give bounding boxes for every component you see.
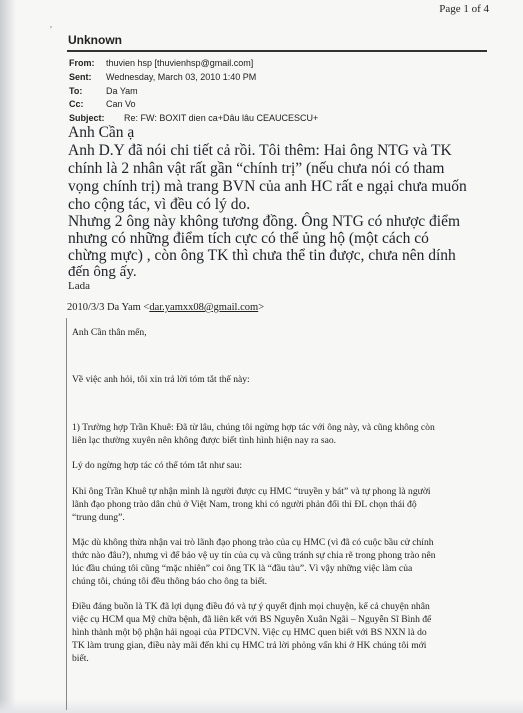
quote-header-prefix: 2010/3/3 Da Yam < (67, 302, 150, 313)
quote-header-suffix: > (258, 302, 265, 313)
cc-label: Cc: (69, 99, 84, 109)
scan-bottom-shadow (0, 699, 523, 713)
subject-value: Re: FW: BOXIT dien ca+Dâu lâu CEAUCESCU+ (124, 113, 319, 123)
body-line: chính là 2 nhân vật rất gần “chính trị” (nếu chưa nói có tham (68, 160, 445, 177)
body-line: Anh Cần ạ (68, 124, 135, 141)
to-label: To: (69, 86, 83, 96)
scan-edge-shadow (0, 0, 16, 713)
quoted-line: lúc đầu chúng tôi cũng “mặc nhiên” coi ông TK là “đầu tàu”. Vì vậy những việc làm của (72, 563, 413, 574)
cc-value: Can Vo (106, 99, 136, 109)
sent-label: Sent: (69, 72, 92, 82)
body-line: nhưng có những điểm tích cực có thể ủng hộ (một cách có (68, 230, 429, 247)
body-line: cho cộng tác, vì đều có lý do. (68, 196, 251, 213)
quoted-line: Lý do ngừng hợp tác có thể tóm tắt như sau: (72, 460, 243, 471)
quote-header (67, 302, 264, 313)
quoted-line: Khi ông Trần Khuê tự nhận mình là người được cụ HMC “truyền y bát” và tự phong là người (72, 486, 431, 497)
quoted-line: việc cụ HCM qua Mỹ chữa bệnh, đã liên kết với BS Nguyễn Xuân Ngãi – Nguyễn Sĩ Bình để (72, 614, 432, 625)
quoted-line: thức nào đâu?), nhưng vì để bảo vệ uy tín của cụ và cũng tránh sự chia rẽ trong phong trào nên (72, 550, 436, 561)
quoted-line: lãnh đạo phong trào dân chủ ở Việt Nam, trong khi có người phản đối thì ĐL chọn thái độ (72, 499, 417, 510)
scan-mark: ʹ (50, 25, 53, 36)
signature: Lada (68, 280, 90, 292)
quoted-line: biết. (72, 653, 89, 664)
quoted-line: “trung dung”. (72, 512, 125, 523)
to-value: Da Yam (106, 86, 138, 96)
quote-bar (66, 318, 67, 710)
subject-label: Subject: (69, 113, 105, 123)
quoted-line: TK làm trung gian, điều này mãi đến khi cụ HMC trả lời phỏng vấn khi ở HK chúng tôi mới (72, 640, 427, 651)
quoted-line: hình thành một bộ phận hải ngoại của PTDCVN. Việc cụ HMC quen biết với BS NXN là do (72, 627, 427, 638)
body-line: Nhưng 2 ông này không tương đồng. Ông NTG có nhược điểm (68, 213, 461, 230)
header-divider (67, 50, 487, 52)
quoted-line: 1) Trường hợp Trần Khuê: Đã từ lâu, chúng tôi ngừng hợp tác với ông này, và cũng không còn (72, 422, 435, 433)
page-number: Page 1 of 4 (439, 3, 489, 15)
quoted-line: liên lạc thường xuyên nên không được biết tình hình hiện nay ra sao. (72, 435, 337, 446)
from-label: From: (69, 58, 95, 68)
quoted-line: Về việc anh hỏi, tôi xin trả lời tóm tắt thế này: (72, 374, 250, 385)
quoted-line: Mặc dù không thừa nhận vai trò lãnh đạo phong trào của cụ HMC (vì đã có cuộc bầu cử chính (72, 537, 434, 548)
body-line: vọng chính trị) mà trang BVN của anh HC rất e ngại chưa muốn (68, 178, 467, 195)
body-line: chừng mực) , còn ông TK thì chưa thể tin được, chưa nên dính (68, 247, 456, 264)
quoted-line: Điều đáng buồn là TK đã lợi dụng điều đó và tự ý quyết định mọi chuyện, kể cả chuyện nhân (72, 601, 430, 612)
quoted-line: chúng tôi, chúng tôi đều thông báo cho ông ta biết. (72, 576, 268, 587)
sender-block-name: Unknown (68, 33, 122, 47)
sent-value: Wednesday, March 03, 2010 1:40 PM (106, 72, 257, 82)
body-line: Anh D.Y đã nói chi tiết cả rồi. Tôi thêm: Hai ông NTG và TK (68, 142, 452, 159)
quoted-line: Anh Cần thân mến, (72, 327, 147, 338)
quote-sender-email-link[interactable]: dar.yamxx08@gmail.com (149, 302, 259, 313)
body-line: đến ông ấy. (68, 264, 137, 280)
from-value: thuvien hsp [thuvienhsp@gmail.com] (106, 58, 254, 68)
